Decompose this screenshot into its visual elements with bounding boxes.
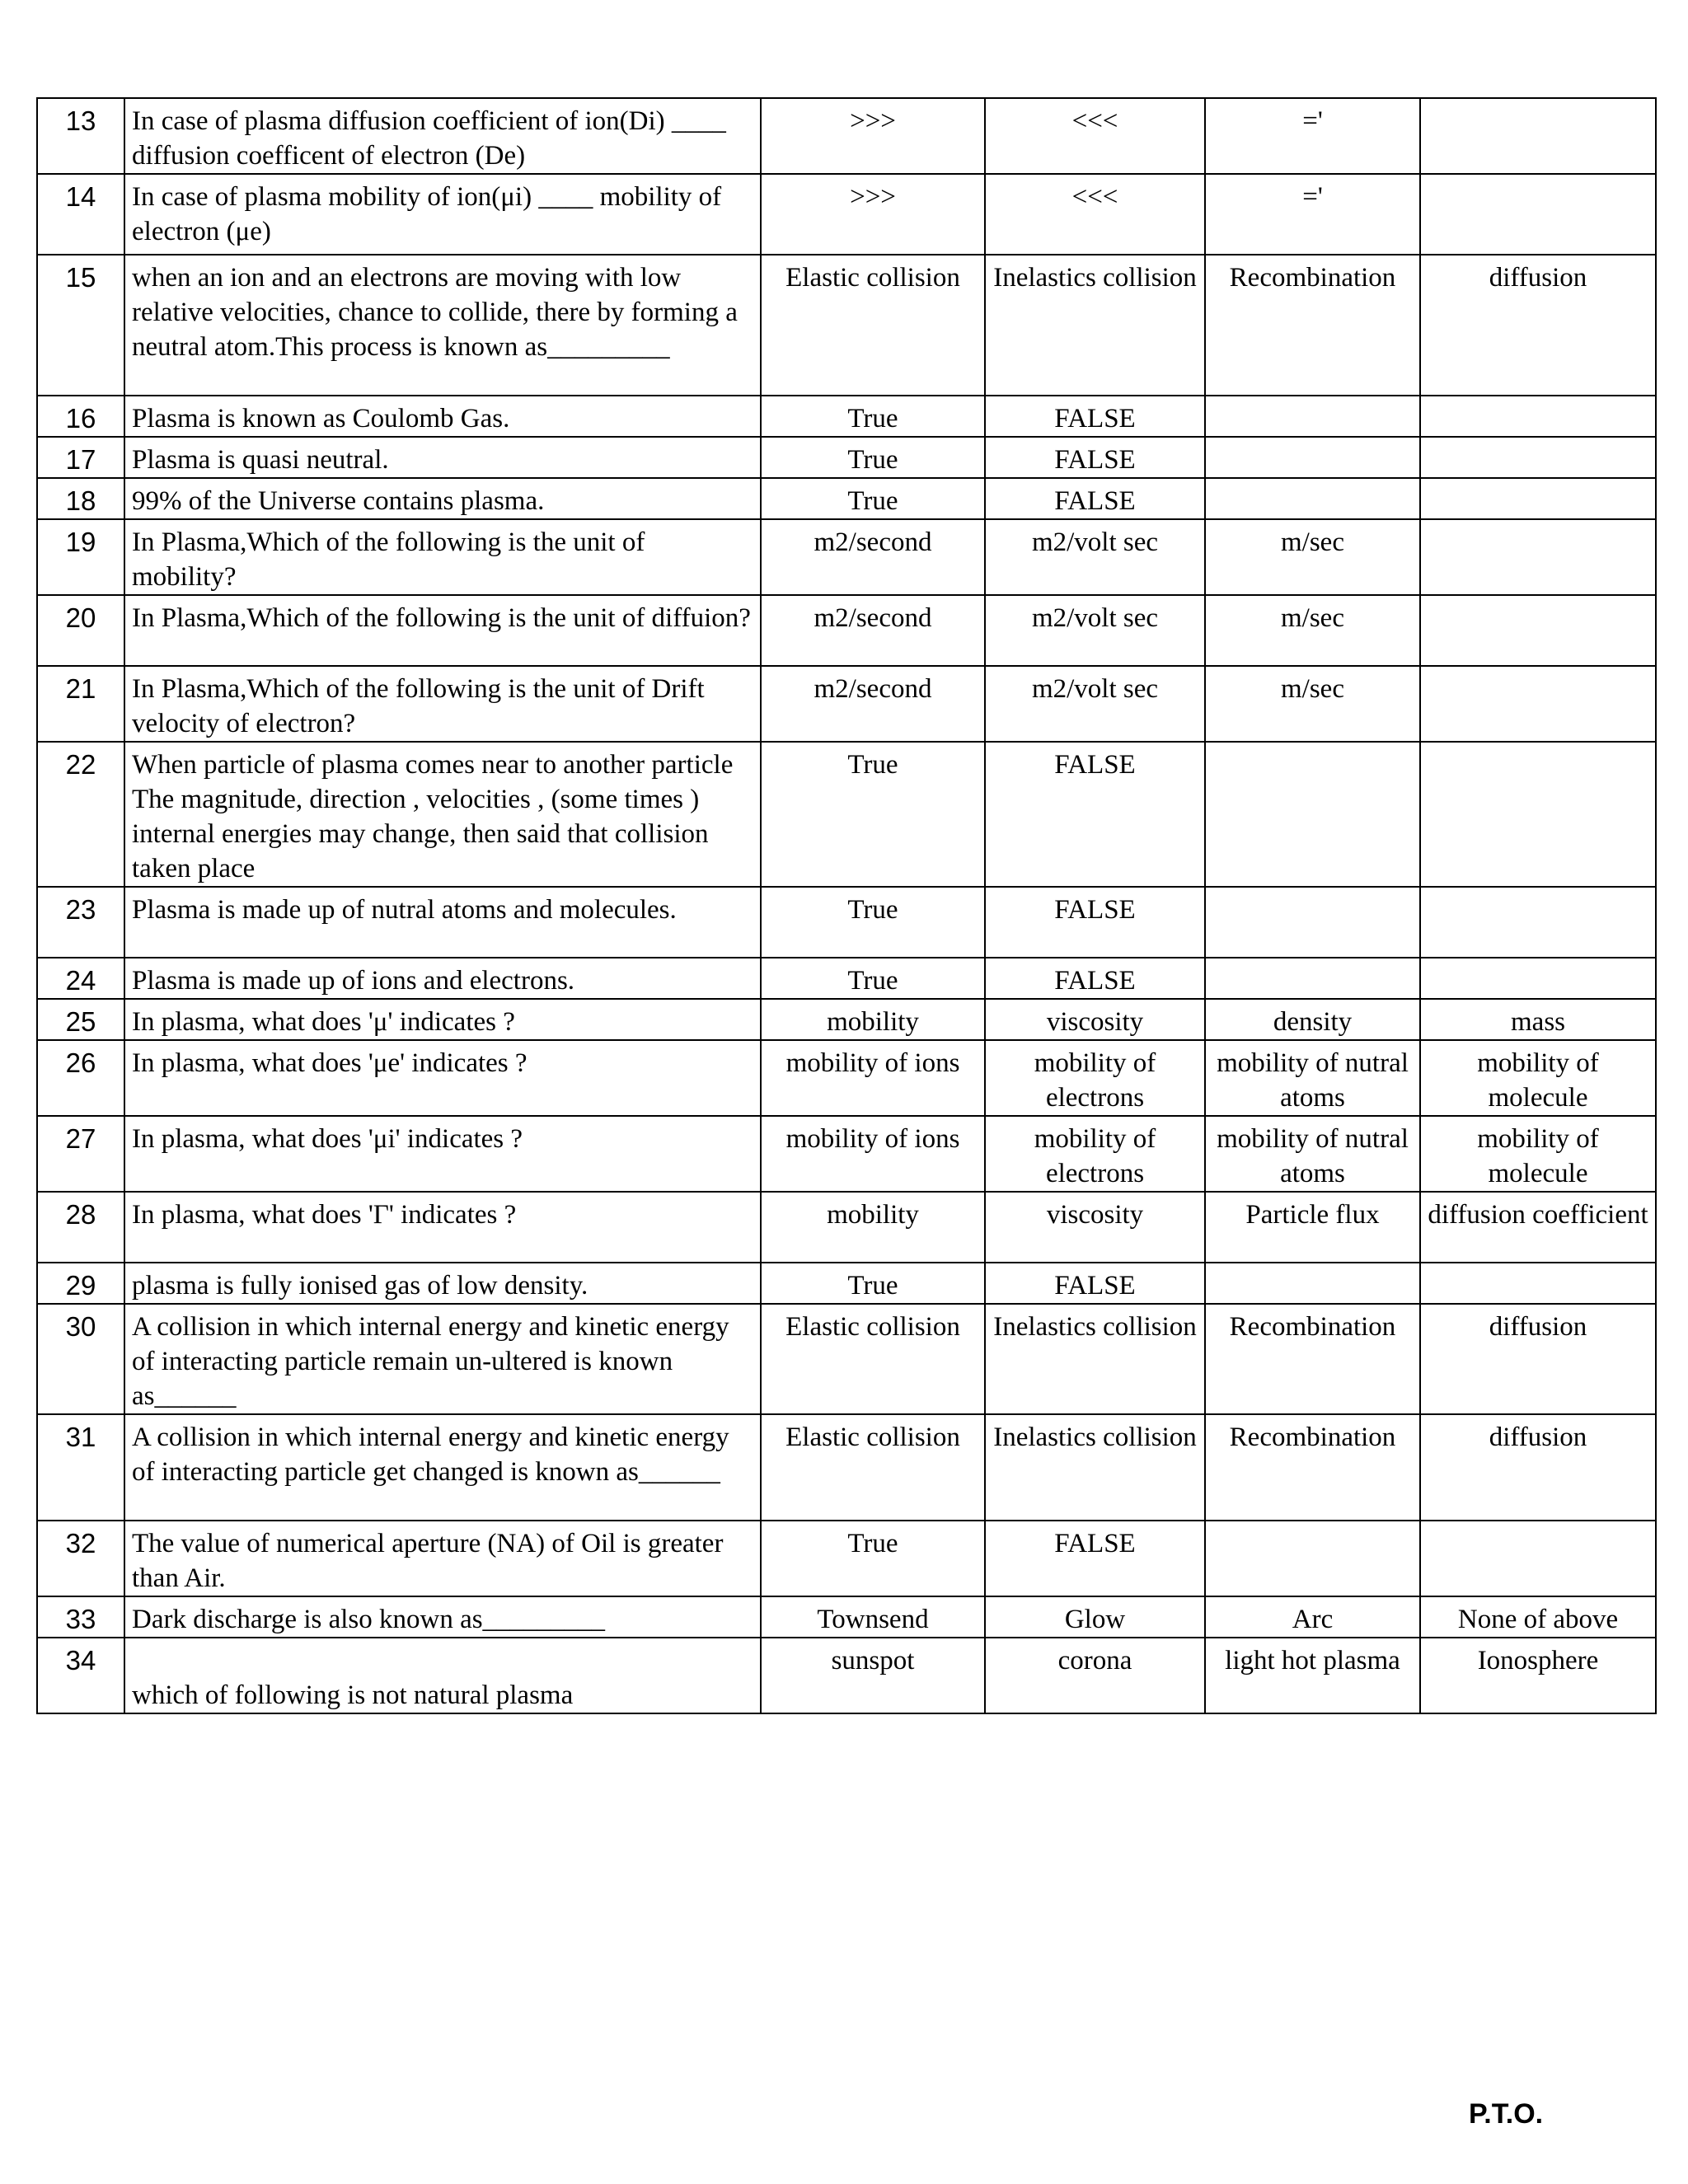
question-row: [37, 255, 1656, 396]
pto-label: P.T.O.: [1469, 2098, 1544, 2130]
option-c: mobility of nutral atoms: [1205, 1040, 1420, 1116]
question-text: Dark discharge is also known as_________: [124, 1596, 761, 1638]
option-d: diffusion: [1420, 255, 1656, 396]
option-b: viscosity: [985, 999, 1205, 1040]
question-number: 27: [37, 1116, 124, 1192]
option-b: m2/volt sec: [985, 595, 1205, 666]
question-row: [37, 1596, 1656, 1638]
question-row: [37, 999, 1656, 1040]
question-text: plasma is fully ionised gas of low density.: [124, 1263, 761, 1304]
option-d: [1420, 887, 1656, 958]
question-table: [36, 97, 1657, 1714]
question-number: 31: [37, 1414, 124, 1521]
question-row: [37, 1521, 1656, 1596]
option-c: [1205, 396, 1420, 437]
option-b: FALSE: [985, 437, 1205, 478]
question-text: In plasma, what does 'Γ' indicates ?: [124, 1192, 761, 1263]
option-c: Recombination: [1205, 255, 1420, 396]
question-number: 13: [37, 98, 124, 174]
option-c: Recombination: [1205, 1304, 1420, 1414]
option-c: [1205, 1263, 1420, 1304]
option-b: <<<: [985, 98, 1205, 174]
option-d: Ionosphere: [1420, 1638, 1656, 1713]
question-text: A collision in which internal energy and kinetic energy of interacting particle get changed is known as______: [124, 1414, 761, 1521]
option-c: [1205, 478, 1420, 519]
question-row: [37, 958, 1656, 999]
option-c: mobility of nutral atoms: [1205, 1116, 1420, 1192]
question-text: In Plasma,Which of the following is the unit of Drift velocity of electron?: [124, 666, 761, 742]
option-b: FALSE: [985, 396, 1205, 437]
question-number: 30: [37, 1304, 124, 1414]
option-c: m/sec: [1205, 666, 1420, 742]
option-d: [1420, 1521, 1656, 1596]
option-d: [1420, 437, 1656, 478]
question-text: In Plasma,Which of the following is the unit of diffuion?: [124, 595, 761, 666]
option-d: [1420, 174, 1656, 255]
question-number: 29: [37, 1263, 124, 1304]
question-text: Plasma is quasi neutral.: [124, 437, 761, 478]
option-c: =': [1205, 174, 1420, 255]
question-row: [37, 519, 1656, 595]
option-d: [1420, 519, 1656, 595]
question-row: [37, 1638, 1656, 1713]
option-c: [1205, 958, 1420, 999]
option-b: FALSE: [985, 1521, 1205, 1596]
question-text: 99% of the Universe contains plasma.: [124, 478, 761, 519]
question-row: [37, 1192, 1656, 1263]
question-row: [37, 1304, 1656, 1414]
option-a: m2/second: [761, 519, 985, 595]
question-text: In Plasma,Which of the following is the unit of mobility?: [124, 519, 761, 595]
question-row: [37, 478, 1656, 519]
question-number: 33: [37, 1596, 124, 1638]
option-b: FALSE: [985, 887, 1205, 958]
question-text: In plasma, what does 'μ' indicates ?: [124, 999, 761, 1040]
option-d: [1420, 478, 1656, 519]
option-b: viscosity: [985, 1192, 1205, 1263]
question-text: In case of plasma diffusion coefficient of ion(Di) ____ diffusion coefficent of electron (De): [124, 98, 761, 174]
question-text: The value of numerical aperture (NA) of Oil is greater than Air.: [124, 1521, 761, 1596]
option-a: True: [761, 742, 985, 887]
option-c: m/sec: [1205, 519, 1420, 595]
option-b: m2/volt sec: [985, 666, 1205, 742]
option-c: density: [1205, 999, 1420, 1040]
question-text: When particle of plasma comes near to another particle The magnitude, direction , velocities , (some times ) internal energies may change, then said that collision taken place: [124, 742, 761, 887]
question-row: [37, 396, 1656, 437]
option-a: True: [761, 478, 985, 519]
option-b: Inelastics collision: [985, 1304, 1205, 1414]
option-a: Townsend: [761, 1596, 985, 1638]
option-a: mobility of ions: [761, 1040, 985, 1116]
question-text: which of following is not natural plasma: [124, 1638, 761, 1713]
question-text: In plasma, what does 'μi' indicates ?: [124, 1116, 761, 1192]
question-number: 22: [37, 742, 124, 887]
question-row: [37, 887, 1656, 958]
option-d: [1420, 1263, 1656, 1304]
option-a: >>>: [761, 98, 985, 174]
option-c: m/sec: [1205, 595, 1420, 666]
question-text: when an ion and an electrons are moving with low relative velocities, chance to collide, there by forming a neutral atom.This process is known as_________: [124, 255, 761, 396]
question-number: 25: [37, 999, 124, 1040]
option-d: [1420, 396, 1656, 437]
option-c: =': [1205, 98, 1420, 174]
option-a: m2/second: [761, 666, 985, 742]
question-row: [37, 437, 1656, 478]
question-text: In case of plasma mobility of ion(μi) ____ mobility of electron (μe): [124, 174, 761, 255]
question-number: 16: [37, 396, 124, 437]
option-a: mobility of ions: [761, 1116, 985, 1192]
option-b: Inelastics collision: [985, 1414, 1205, 1521]
question-number: 18: [37, 478, 124, 519]
question-text: Plasma is made up of ions and electrons.: [124, 958, 761, 999]
question-number: 15: [37, 255, 124, 396]
option-d: [1420, 958, 1656, 999]
option-a: True: [761, 887, 985, 958]
question-number: 14: [37, 174, 124, 255]
option-b: FALSE: [985, 478, 1205, 519]
option-d: diffusion coefficient: [1420, 1192, 1656, 1263]
option-a: True: [761, 958, 985, 999]
option-d: diffusion: [1420, 1304, 1656, 1414]
option-a: True: [761, 1521, 985, 1596]
option-b: <<<: [985, 174, 1205, 255]
option-a: Elastic collision: [761, 255, 985, 396]
option-b: corona: [985, 1638, 1205, 1713]
option-a: mobility: [761, 999, 985, 1040]
question-text: In plasma, what does 'μe' indicates ?: [124, 1040, 761, 1116]
option-d: diffusion: [1420, 1414, 1656, 1521]
option-a: >>>: [761, 174, 985, 255]
option-c: Recombination: [1205, 1414, 1420, 1521]
option-a: True: [761, 437, 985, 478]
question-text: A collision in which internal energy and kinetic energy of interacting particle remain un-ultered is known as______: [124, 1304, 761, 1414]
option-d: [1420, 595, 1656, 666]
question-row: [37, 1040, 1656, 1116]
question-number: 20: [37, 595, 124, 666]
question-number: 26: [37, 1040, 124, 1116]
question-row: [37, 98, 1656, 174]
option-b: FALSE: [985, 742, 1205, 887]
option-b: m2/volt sec: [985, 519, 1205, 595]
option-c: Arc: [1205, 1596, 1420, 1638]
option-b: mobility of electrons: [985, 1040, 1205, 1116]
option-b: Inelastics collision: [985, 255, 1205, 396]
option-c: [1205, 1521, 1420, 1596]
option-d: None of above: [1420, 1596, 1656, 1638]
option-c: Particle flux: [1205, 1192, 1420, 1263]
question-number: 24: [37, 958, 124, 999]
question-row: [37, 742, 1656, 887]
option-d: mobility of molecule: [1420, 1040, 1656, 1116]
question-table-body: [37, 98, 1656, 1713]
option-c: [1205, 742, 1420, 887]
question-row: [37, 1263, 1656, 1304]
question-row: [37, 666, 1656, 742]
question-number: 19: [37, 519, 124, 595]
option-a: mobility: [761, 1192, 985, 1263]
option-b: FALSE: [985, 958, 1205, 999]
option-c: light hot plasma: [1205, 1638, 1420, 1713]
question-row: [37, 174, 1656, 255]
question-number: 21: [37, 666, 124, 742]
option-d: [1420, 742, 1656, 887]
question-text: Plasma is known as Coulomb Gas.: [124, 396, 761, 437]
option-d: [1420, 98, 1656, 174]
option-a: True: [761, 1263, 985, 1304]
option-c: [1205, 887, 1420, 958]
option-c: [1205, 437, 1420, 478]
question-number: 17: [37, 437, 124, 478]
option-d: [1420, 666, 1656, 742]
question-number: 32: [37, 1521, 124, 1596]
question-row: [37, 1414, 1656, 1521]
question-number: 34: [37, 1638, 124, 1713]
question-text: Plasma is made up of nutral atoms and molecules.: [124, 887, 761, 958]
option-a: Elastic collision: [761, 1414, 985, 1521]
option-a: m2/second: [761, 595, 985, 666]
question-row: [37, 595, 1656, 666]
question-row: [37, 1116, 1656, 1192]
question-number: 23: [37, 887, 124, 958]
option-a: sunspot: [761, 1638, 985, 1713]
option-b: FALSE: [985, 1263, 1205, 1304]
option-a: True: [761, 396, 985, 437]
option-b: Glow: [985, 1596, 1205, 1638]
question-number: 28: [37, 1192, 124, 1263]
option-d: mass: [1420, 999, 1656, 1040]
option-d: mobility of molecule: [1420, 1116, 1656, 1192]
option-b: mobility of electrons: [985, 1116, 1205, 1192]
option-a: Elastic collision: [761, 1304, 985, 1414]
